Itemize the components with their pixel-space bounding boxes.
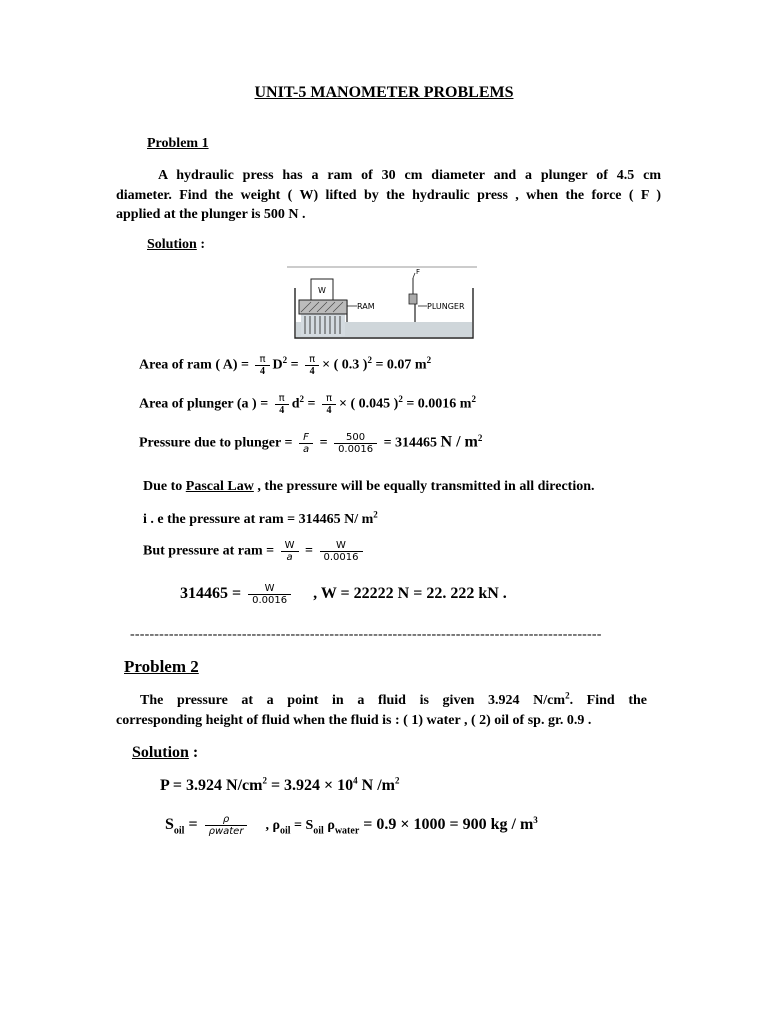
exponent: 2 (299, 394, 304, 405)
rho-water-denominator: ρwater (208, 826, 244, 837)
final-right: , W = 22222 N = 22. 222 kN . (313, 585, 507, 603)
section-divider: ------------------------------------------------------------------------------------------------- (130, 627, 602, 642)
exponent: 2 (398, 394, 403, 405)
value-denominator: 0.0016 (323, 552, 359, 563)
p-text: N /m (357, 777, 395, 794)
solution-text: Solution (147, 237, 197, 252)
plunger-piston (409, 294, 417, 304)
statement-line: corresponding height of fluid when the fluid is : ( 1) water , ( 2) oil of sp. gr. 0.9 . (116, 713, 592, 728)
p-text: = 3.924 × 10 (266, 777, 354, 794)
value-denominator: 0.0016 (252, 595, 288, 606)
subscript: water (334, 825, 360, 837)
plunger-label: PLUNGER (427, 302, 465, 311)
pressure-plunger-equation (139, 432, 482, 455)
ie-text: i . e the pressure at ram = 314465 N/ m (143, 512, 374, 527)
rho-numerator: ρ (205, 814, 248, 826)
exponent: 2 (471, 394, 476, 405)
subscript: oil (173, 825, 185, 837)
solution-1-label (147, 237, 205, 253)
pressure-plunger-prefix: Pressure due to plunger = (139, 435, 296, 451)
pascal-law-term: Pascal Law (185, 479, 254, 494)
exponent: 2 (395, 775, 400, 786)
pi-symbol: π (305, 354, 319, 366)
equals: = (304, 396, 319, 412)
statement-text: . Find the (569, 693, 647, 708)
exponent: 4 (353, 775, 358, 786)
rho-text: , ρ (265, 818, 280, 834)
solution-colon: : (188, 744, 199, 761)
equals: = (301, 543, 317, 559)
statement-line: diameter. Find the weight ( W) lifted by the hydraulic press , when the force ( F ) (116, 187, 661, 203)
solution-colon: : (196, 237, 205, 252)
weight-numerator: W (281, 540, 299, 552)
subscript: oil (279, 825, 291, 837)
ram-fluid (301, 314, 345, 336)
area-denominator: a (302, 444, 310, 455)
exponent: 2 (477, 433, 483, 444)
rho-text: = S (290, 818, 314, 834)
p-text: P = 3.924 N/cm (160, 777, 263, 794)
pascal-before: Due to (143, 479, 186, 494)
hydraulic-press-diagram (287, 266, 479, 346)
statement-line (116, 691, 647, 711)
denominator: 4 (309, 366, 315, 377)
equals: = (184, 816, 202, 834)
force-label: F (416, 268, 421, 276)
area-ram-result: = 0.07 m (371, 357, 427, 373)
solution-text: Solution (132, 744, 189, 761)
exponent: 3 (533, 814, 538, 825)
area-ram-var: D (272, 357, 283, 373)
exponent: 2 (282, 355, 288, 366)
problem-2-heading: Problem 2 (124, 657, 199, 676)
ram-label: RAM (357, 302, 375, 311)
area-ram-times: × ( 0.3 ) (322, 357, 368, 373)
exponent: 2 (565, 690, 570, 701)
weight-label: W (318, 286, 326, 295)
value-denominator: 0.0016 (338, 444, 374, 455)
pressure-unit: N / m (440, 433, 478, 451)
pi-symbol: π (322, 393, 336, 405)
area-plunger-result: = 0.0016 m (402, 396, 472, 412)
statement-line: A hydraulic press has a ram of 30 cm diameter and a plunger of 4.5 cm (158, 168, 661, 183)
ie-line (143, 509, 378, 528)
exponent: 2 (367, 355, 372, 366)
problem-2-statement (116, 691, 647, 731)
but-prefix: But pressure at ram = (143, 543, 278, 559)
rho-text: = 0.9 × 1000 = 900 kg / m (359, 816, 534, 834)
area-ram-prefix: Area of ram ( A) = (139, 357, 253, 373)
weight-numerator: W (248, 583, 291, 595)
exponent: 2 (262, 775, 267, 786)
statement-text: The pressure at a point in a fluid is given 3.924 N/cm (140, 693, 566, 708)
s-symbol: S (165, 816, 174, 834)
force-numerator: F (299, 432, 313, 444)
area-plunger-var: d (291, 396, 300, 412)
denominator: 4 (279, 405, 285, 416)
pressure-conversion-line (160, 777, 400, 795)
exponent: 2 (373, 509, 378, 520)
pressure-ram-equation (143, 540, 366, 563)
pi-symbol: π (255, 354, 269, 366)
pi-symbol: π (275, 393, 289, 405)
area-plunger-times: × ( 0.045 ) (339, 396, 399, 412)
page-title: UNIT-5 MANOMETER PROBLEMS (254, 84, 514, 101)
denominator: 4 (326, 405, 332, 416)
denominator: 4 (259, 366, 265, 377)
subscript: oil (313, 825, 324, 837)
specific-gravity-line (165, 814, 538, 837)
value-numerator: 500 (334, 432, 377, 444)
area-plunger-equation (139, 393, 476, 416)
equals: = (316, 435, 332, 451)
exponent: 2 (426, 355, 432, 366)
pressure-result: = 314465 (380, 435, 441, 451)
statement-line: applied at the plunger is 500 N . (116, 207, 306, 222)
area-denominator: a (286, 552, 293, 563)
area-ram-equation (139, 354, 431, 377)
pascal-after: , the pressure will be equally transmitted in all direction. (253, 479, 595, 494)
area-plunger-prefix: Area of plunger (a ) = (139, 396, 272, 412)
problem-1-statement (116, 166, 661, 225)
final-result-equation (180, 583, 507, 606)
pascal-law-line (143, 479, 595, 495)
final-left: 314465 = (180, 585, 246, 603)
weight-numerator: W (320, 540, 363, 552)
force-arrow (413, 273, 415, 278)
problem-1-heading: Problem 1 (147, 136, 209, 151)
equals: = (287, 357, 303, 373)
solution-2-label (132, 744, 198, 762)
rho-text: ρ (323, 818, 335, 834)
